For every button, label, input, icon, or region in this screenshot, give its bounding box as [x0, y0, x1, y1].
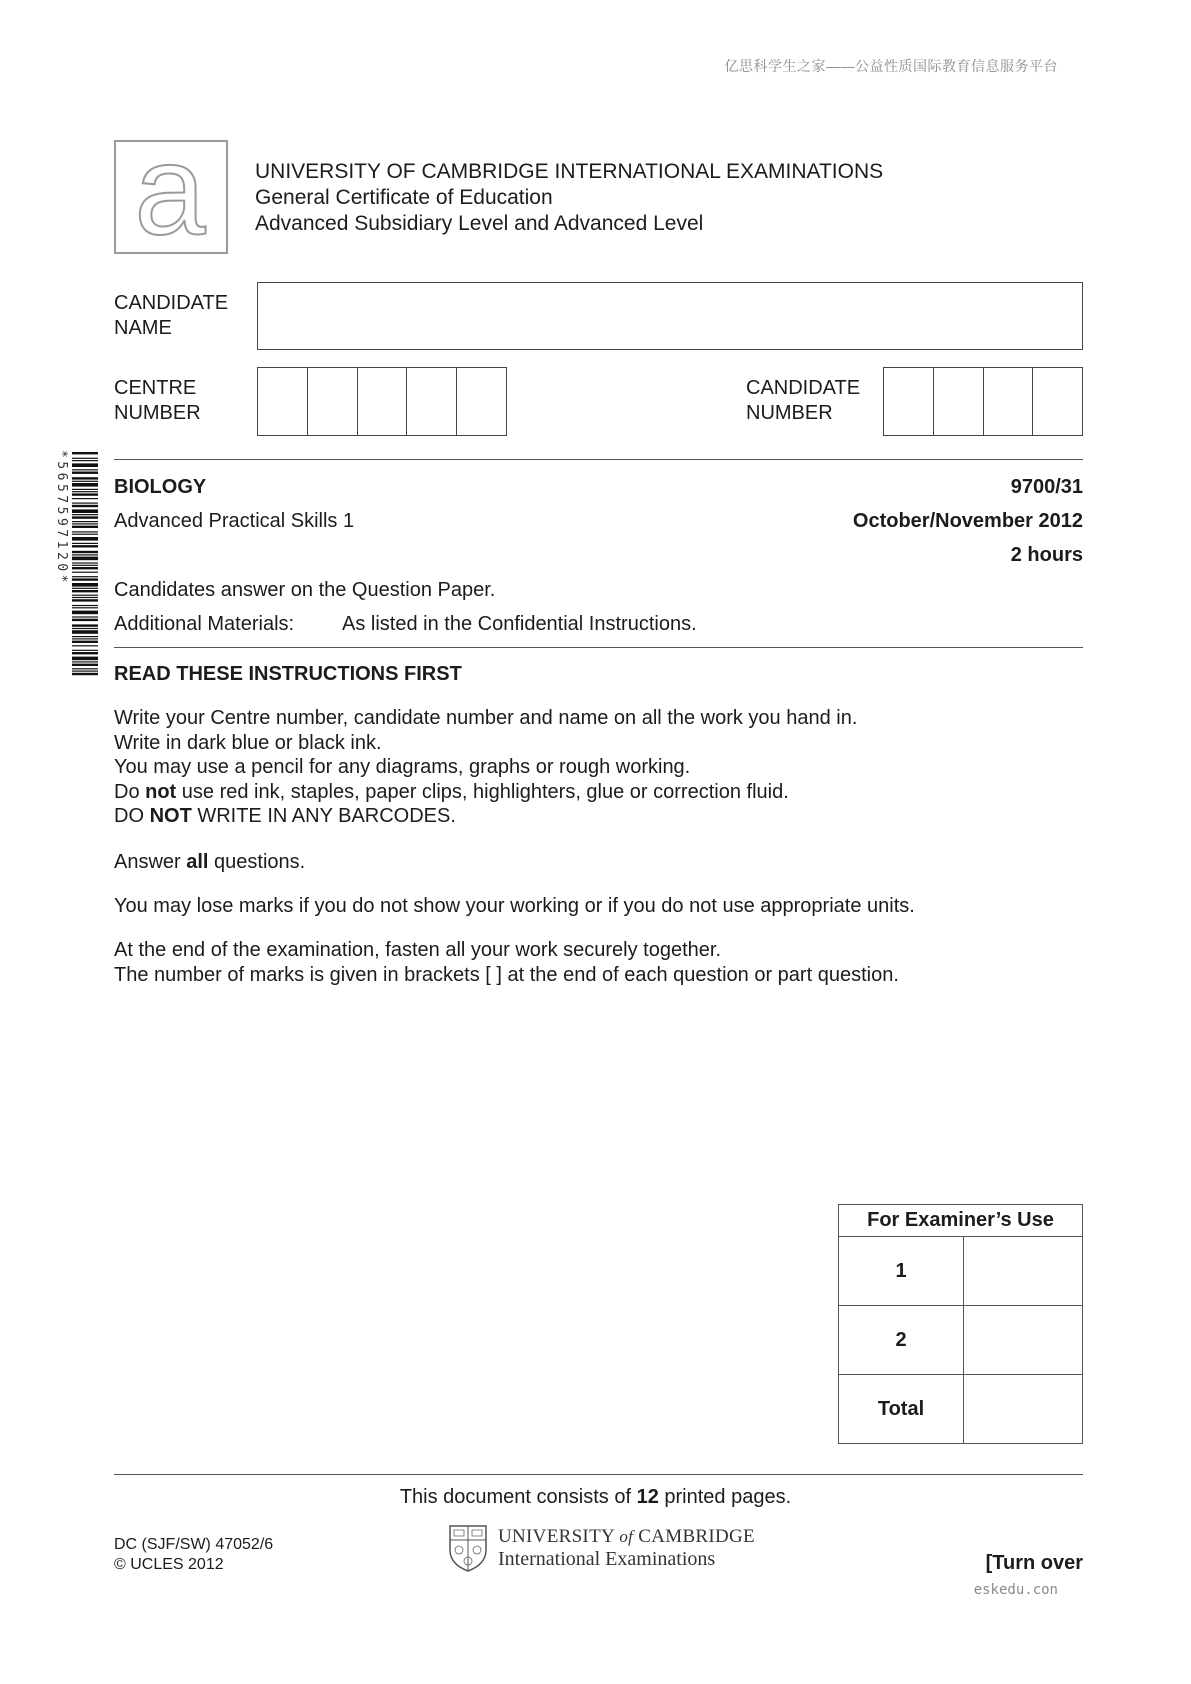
barcode-bar — [72, 597, 98, 598]
total-label: Total — [839, 1375, 964, 1444]
barcode — [52, 450, 98, 678]
barcode-bar — [72, 638, 98, 639]
barcode-bar — [72, 537, 98, 541]
instructions-heading: READ THESE INSTRUCTIONS FIRST — [114, 663, 462, 685]
cie-a-logo — [114, 140, 228, 254]
barcode-bar — [72, 505, 98, 507]
watermark-bottom: eskedu.con — [973, 1582, 1058, 1598]
divider — [114, 647, 1083, 648]
barcode-bar — [72, 472, 98, 474]
candidate-number-label: CANDIDATE NUMBER — [746, 377, 861, 424]
instruction-line: You may lose marks if you do not show your working or if you do not use appropriate units. — [114, 895, 915, 917]
exam-board-title: UNIVERSITY OF CAMBRIDGE INTERNATIONAL EXAMINATIONS — [255, 160, 884, 183]
barcode-bar — [72, 583, 98, 587]
barcode-number: *5657597120* — [54, 450, 69, 586]
centre-number-field[interactable] — [257, 367, 507, 436]
candidate-name-label: CANDIDATE NAME — [114, 292, 229, 339]
barcode-bar — [72, 545, 98, 547]
question-number: 1 — [839, 1237, 964, 1306]
barcode-bar — [72, 514, 98, 515]
subject: BIOLOGY — [114, 476, 207, 498]
barcode-bar — [72, 460, 98, 461]
barcode-bar — [72, 661, 98, 662]
materials-value: As listed in the Confidential Instructions. — [342, 613, 697, 635]
candidate-digit-box[interactable] — [984, 368, 1034, 435]
barcode-bar — [72, 641, 98, 643]
barcode-bar — [72, 588, 98, 589]
barcode-bar — [72, 509, 98, 513]
candidate-number-field[interactable] — [883, 367, 1083, 436]
barcode-bar — [72, 521, 98, 522]
barcode-bar — [72, 458, 98, 459]
barcode-bar — [72, 605, 98, 606]
total-mark-cell[interactable] — [964, 1375, 1083, 1444]
barcode-bar — [72, 624, 98, 626]
instruction-line: At the end of the examination, fasten all your work securely together. — [114, 939, 722, 961]
mark-cell[interactable] — [964, 1306, 1083, 1375]
barcode-bar — [72, 565, 98, 566]
centre-digit-box[interactable] — [457, 368, 506, 435]
centre-digit-box[interactable] — [407, 368, 457, 435]
barcode-bar — [72, 572, 98, 573]
barcode-bar — [72, 516, 98, 518]
instructions-block — [114, 938, 1074, 987]
exam-duration: 2 hours — [1010, 544, 1083, 566]
mark-cell[interactable] — [964, 1237, 1083, 1306]
barcode-bar — [72, 557, 98, 561]
barcode-bar — [72, 652, 98, 654]
barcode-bar — [72, 576, 98, 577]
barcode-bar — [72, 526, 98, 528]
level-title: Advanced Subsidiary Level and Advanced Level — [255, 212, 704, 235]
logo-letter: a — [134, 142, 206, 252]
barcode-bar — [72, 590, 98, 592]
barcode-bar — [72, 650, 98, 651]
barcode-bar — [72, 673, 98, 675]
barcode-bar — [72, 599, 98, 601]
barcode-bar — [72, 481, 98, 482]
paper-code: 9700/31 — [1010, 476, 1083, 498]
barcode-bar — [72, 562, 98, 563]
answer-location: Candidates answer on the Question Paper. — [114, 579, 496, 601]
candidate-digit-box[interactable] — [934, 368, 984, 435]
barcode-bar — [72, 554, 98, 555]
instruction-line: Write your Centre number, candidate number and name on all the work you hand in. — [114, 707, 858, 729]
candidate-digit-box[interactable] — [1033, 368, 1082, 435]
barcode-bar — [72, 630, 98, 634]
certificate-title: General Certificate of Education — [255, 186, 553, 209]
barcode-bar — [72, 668, 98, 669]
barcode-bar — [72, 531, 98, 532]
paper-title: Advanced Practical Skills 1 — [114, 510, 355, 532]
barcode-bar — [72, 498, 98, 499]
barcode-bar — [72, 636, 98, 637]
instruction-line: The number of marks is given in brackets [ ] at the end of each question or part question. — [114, 963, 899, 986]
instruction-line: Do not use red ink, staples, paper clips, highlighters, glue or correction fluid. — [114, 780, 789, 803]
centre-digit-box[interactable] — [258, 368, 308, 435]
barcode-bar — [72, 543, 98, 544]
centre-number-label: CENTRE NUMBER — [114, 377, 201, 424]
centre-digit-box[interactable] — [308, 368, 358, 435]
exam-session: October/November 2012 — [852, 510, 1083, 532]
barcode-bar — [72, 595, 98, 596]
divider — [114, 1474, 1083, 1475]
barcode-bar — [72, 619, 98, 621]
barcode-bar — [72, 611, 98, 615]
instruction-line: You may use a pencil for any diagrams, graphs or rough working. — [114, 756, 691, 778]
cambridge-crest-icon — [448, 1524, 488, 1572]
page-count: This document consists of 12 printed pages. — [399, 1486, 792, 1508]
instruction-line: Write in dark blue or black ink. — [114, 731, 382, 754]
turn-over: [Turn over — [985, 1552, 1083, 1574]
barcode-bar — [72, 616, 98, 617]
barcode-bar — [72, 534, 98, 535]
barcode-bar — [72, 483, 98, 487]
barcode-bar — [72, 493, 98, 495]
barcode-bar — [72, 657, 98, 661]
examiner-use-table — [838, 1204, 1083, 1444]
instruction-line: Answer all questions. — [114, 851, 306, 873]
instructions-block — [114, 706, 1074, 829]
barcode-bar — [72, 491, 98, 492]
barcode-bar — [72, 645, 98, 646]
materials-label: Additional Materials: — [114, 613, 295, 635]
barcode-bar — [72, 523, 98, 524]
barcode-bar — [72, 551, 98, 553]
barcode-bar — [72, 664, 98, 666]
centre-digit-box[interactable] — [358, 368, 408, 435]
question-number: 2 — [839, 1306, 964, 1375]
barcode-bar — [72, 567, 98, 569]
instruction-line: DO NOT WRITE IN ANY BARCODES. — [114, 805, 456, 827]
candidate-name-field[interactable] — [257, 282, 1083, 350]
barcode-bar — [72, 469, 98, 470]
barcode-bar — [72, 628, 98, 629]
barcode-bar — [72, 578, 98, 580]
barcode-bar — [72, 452, 98, 454]
barcode-bar — [72, 463, 98, 467]
divider — [114, 459, 1083, 460]
barcode-bar — [72, 671, 98, 672]
barcode-bar — [72, 607, 98, 608]
barcode-bar — [72, 503, 98, 504]
cambridge-logo: UNIVERSITY of CAMBRIDGE International Examinations — [448, 1524, 755, 1572]
watermark-top: 亿思科学生之家——公益性质国际教育信息服务平台 — [724, 58, 1058, 74]
candidate-digit-box[interactable] — [884, 368, 934, 435]
document-reference: DC (SJF/SW) 47052/6 © UCLES 2012 — [114, 1536, 274, 1573]
examiner-table-heading: For Examiner’s Use — [839, 1205, 1083, 1237]
barcode-bar — [72, 477, 98, 479]
barcode-bar — [72, 489, 98, 490]
